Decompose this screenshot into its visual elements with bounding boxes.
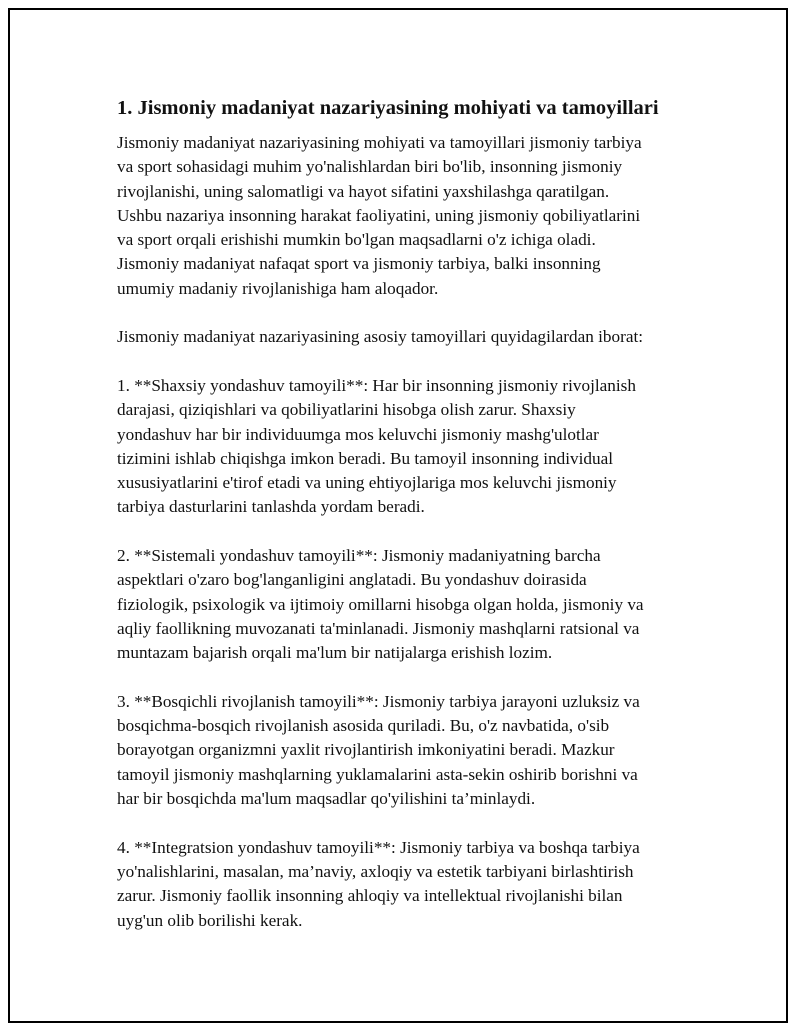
principle-3-paragraph: 3. **Bosqichli rivojlanish tamoyili**: Jismoniy tarbiya jarayoni uzluksiz va bosqichma-bosqich rivojlanish asosida quriladi. Bu, o'z navbatida, o'sib borayotgan organizmni yaxlit rivojlantirish imkoniyatini beradi. Mazkur tamoyil jismoniy mashqlarning yuklamalarini asta-sekin oshirib borishni va har bir bosqichda ma'lum maqsadlar qo'yilishini ta’minlaydi. xyxy=(117,691,640,809)
principle-2-paragraph: 2. **Sistemali yondashuv tamoyili**: Jismoniy madaniyatning barcha aspektlari o'zaro bog'langanligini anglatadi. Bu yondashuv doirasida fiziologik, psixologik va ijtimoiy omillarni hisobga olgan holda, jismoniy va aqliy faollikning muvozanati ta'minlanadi. Jismoniy mashqlarni ratsional va muntazam bajarish orqali ma'lum bir natijalarga erishish lozim. xyxy=(117,546,644,663)
section-heading: 1. Jismoniy madaniyat nazariyasining mohiyati va tamoyillari xyxy=(117,97,659,119)
intro-paragraph: Jismoniy madaniyat nazariyasining mohiyati va tamoyillari jismoniy tarbiya va sport sohasidagi muhim yo'nalishlardan biri bo'lib, insonning jismoniy rivojlanishi, uning salomatligi va hayot sifatini yaxshilashga qaratilgan. Ushbu nazariya insonning harakat faoliyatini, uning jismoniy qobiliyatlarini va sport orqali erishishi mumkin bo'lgan maqsadlarni o'z ichiga oladi. Jismoniy madaniyat nafaqat sport va jismoniy tarbiya, balki insonning umumiy madaniy rivojlanishiga ham aloqador. xyxy=(117,133,642,298)
principles-lead-paragraph: Jismoniy madaniyat nazariyasining asosiy tamoyillari quyidagilardan iborat: xyxy=(117,327,644,347)
principle-1-paragraph: 1. **Shaxsiy yondashuv tamoyili**: Har bir insonning jismoniy rivojlanish darajasi, qiziqishlari va qobiliyatlarini hisobga olish zarur. Shaxsiy yondashuv har bir individuumga mos keluvchi jismoniy mashg'ulotlar tizimini ishlab chiqishga imkon beradi. Bu tamoyil insonning individual xususiyatlarini e'tirof etadi va uning ehtiyojlariga mos keluvchi jismoniy tarbiya dasturlarini tanlashda yordam beradi. xyxy=(117,375,636,517)
document-body xyxy=(117,94,689,957)
principle-4-paragraph: 4. **Integratsion yondashuv tamoyili**: Jismoniy tarbiya va boshqa tarbiya yo'nalishlarini, masalan, ma’naviy, axloqiy va estetik tarbiyani birlashtirish zarur. Jismoniy faollik insonning ahloqiy va intellektual rivojlanishi bilan uyg'un olib borilishi kerak. xyxy=(117,837,640,930)
